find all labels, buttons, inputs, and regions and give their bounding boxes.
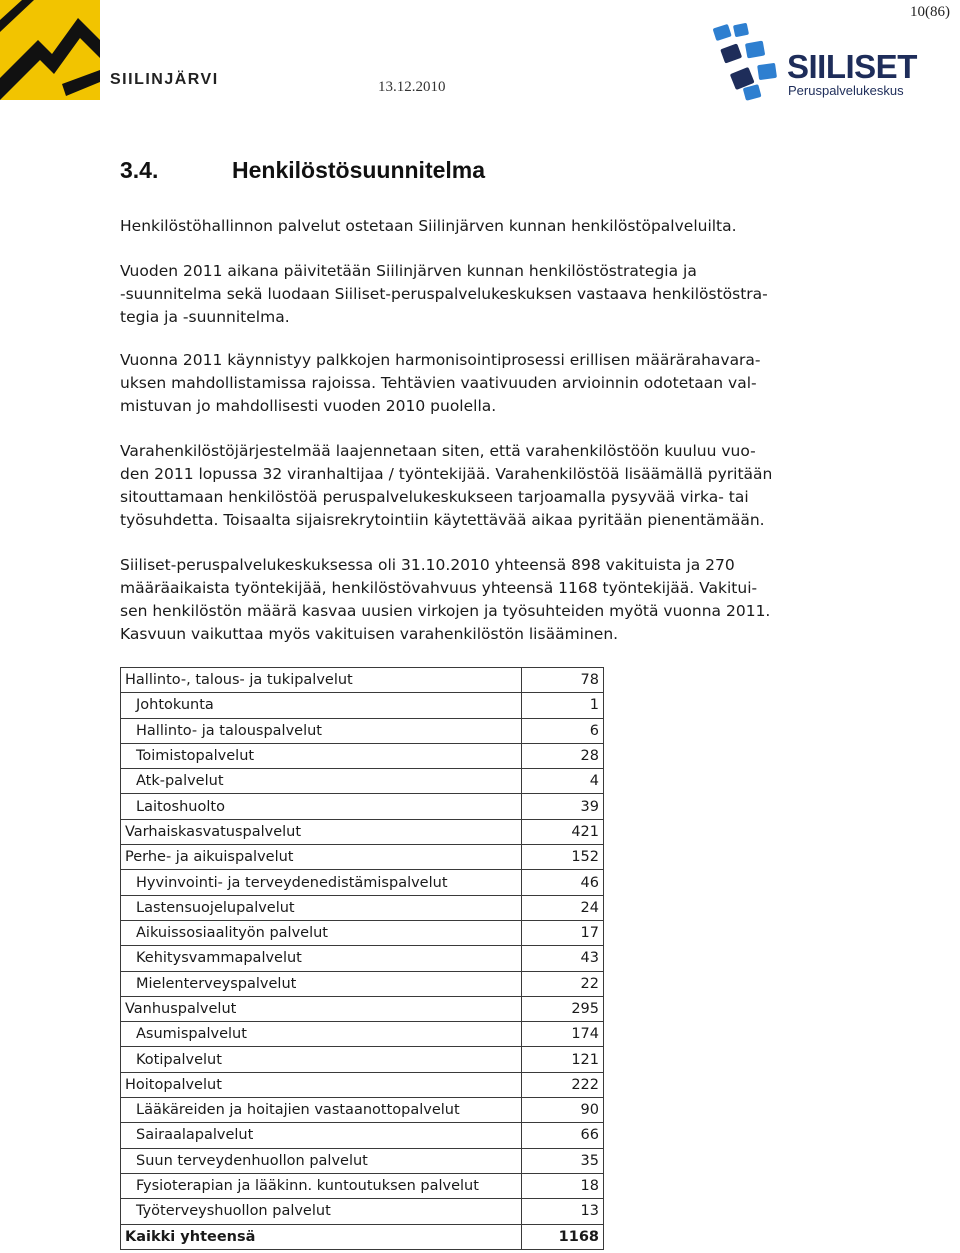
row-label: Fysioterapian ja lääkinn. kuntoutuksen palvelut [121, 1173, 522, 1198]
row-label: Kehitysvammapalvelut [121, 946, 522, 971]
row-label: Perhe- ja aikuispalvelut [121, 845, 522, 870]
row-label: Sairaalapalvelut [121, 1123, 522, 1148]
siiliset-brand-subtitle: Peruspalvelukeskus [788, 83, 904, 98]
row-label: Laitoshuolto [121, 794, 522, 819]
page-number: 10(86) [910, 4, 950, 20]
row-label: Suun terveydenhuollon palvelut [121, 1148, 522, 1173]
paragraph-line: Henkilöstöhallinnon palvelut ostetaan Siilinjärven kunnan henkilöstöpalveluilta. [120, 217, 737, 235]
row-label: Asumispalvelut [121, 1022, 522, 1047]
row-value: 90 [521, 1098, 603, 1123]
paragraph-line: den 2011 lopussa 32 viranhaltijaa / työntekijää. Varahenkilöstöä lisäämällä pyritään [120, 465, 773, 483]
row-label: Atk-palvelut [121, 769, 522, 794]
row-label: Lääkäreiden ja hoitajien vastaanottopalvelut [121, 1098, 522, 1123]
row-label: Aikuissosiaalityön palvelut [121, 920, 522, 945]
table-row [121, 1098, 604, 1123]
row-label: Johtokunta [121, 693, 522, 718]
row-value: 295 [521, 996, 603, 1021]
siilinjarvi-logo [0, 0, 100, 100]
row-label: Mielenterveyspalvelut [121, 971, 522, 996]
staff-table [120, 667, 604, 1250]
paragraph-line: Siiliset-peruspalvelukeskuksessa oli 31.10.2010 yhteensä 898 vakituista ja 270 [120, 556, 735, 574]
paragraph-line: uksen mahdollistamissa rajoissa. Tehtävien vaativuuden arvioinnin odotetaan val- [120, 374, 757, 392]
row-value: 121 [521, 1047, 603, 1072]
row-label: Työterveyshuollon palvelut [121, 1199, 522, 1224]
paragraph [120, 349, 900, 418]
siiliset-logo-icon [710, 20, 790, 102]
row-label: Kaikki yhteensä [121, 1224, 522, 1249]
row-value: 35 [521, 1148, 603, 1173]
table-row [121, 1047, 604, 1072]
row-label: Hallinto- ja talouspalvelut [121, 718, 522, 743]
table-row [121, 1173, 604, 1198]
row-value: 18 [521, 1173, 603, 1198]
paragraph-line: tegia ja -suunnitelma. [120, 308, 290, 326]
row-label: Vanhuspalvelut [121, 996, 522, 1021]
table-row [121, 693, 604, 718]
row-value: 13 [521, 1199, 603, 1224]
row-value: 421 [521, 819, 603, 844]
row-value: 222 [521, 1072, 603, 1097]
table-total-row [121, 1224, 604, 1249]
staff-table-body [121, 668, 604, 1250]
siiliset-brand-name: SIILISET [787, 48, 917, 85]
section-number: 3.4. [120, 157, 159, 183]
section-heading [120, 157, 485, 184]
table-row [121, 946, 604, 971]
paragraph-line: -suunnitelma sekä luodaan Siiliset-peruspalvelukeskuksen vastaava henkilöstöstra- [120, 285, 768, 303]
paragraph [120, 260, 900, 329]
row-label: Lastensuojelupalvelut [121, 895, 522, 920]
paragraph [120, 440, 900, 532]
table-row [121, 718, 604, 743]
row-value: 28 [521, 743, 603, 768]
paragraph-line: Varahenkilöstöjärjestelmää laajennetaan siten, että varahenkilöstöön kuuluu vuo- [120, 442, 756, 460]
row-value: 22 [521, 971, 603, 996]
table-row [121, 743, 604, 768]
row-value: 152 [521, 845, 603, 870]
row-value: 17 [521, 920, 603, 945]
table-row [121, 769, 604, 794]
table-group-row [121, 668, 604, 693]
table-group-row [121, 845, 604, 870]
table-row [121, 1022, 604, 1047]
paragraph-line: määräaikaista työntekijää, henkilöstövahvuus yhteensä 1168 työntekijää. Vakitui- [120, 579, 758, 597]
row-value: 174 [521, 1022, 603, 1047]
row-value: 78 [521, 668, 603, 693]
table-group-row [121, 996, 604, 1021]
row-value: 24 [521, 895, 603, 920]
row-label: Kotipalvelut [121, 1047, 522, 1072]
table-row [121, 794, 604, 819]
row-value: 4 [521, 769, 603, 794]
paragraph-line: mistuvan jo mahdollisesti vuoden 2010 puolella. [120, 397, 497, 415]
row-label: Varhaiskasvatuspalvelut [121, 819, 522, 844]
row-label: Hoitopalvelut [121, 1072, 522, 1097]
paragraph-line: sitouttamaan henkilöstöä peruspalvelukeskukseen tarjoamalla pysyvää virka- tai [120, 488, 749, 506]
table-row [121, 870, 604, 895]
paragraph-line: Vuoden 2011 aikana päivitetään Siilinjärven kunnan henkilöstöstrategia ja [120, 262, 697, 280]
table-row [121, 895, 604, 920]
table-row [121, 1148, 604, 1173]
paragraph-line: Kasvuun vaikuttaa myös vakituisen varahenkilöstön lisääminen. [120, 625, 619, 643]
table-row [121, 1123, 604, 1148]
row-label: Hyvinvointi- ja terveydenedistämispalvelut [121, 870, 522, 895]
row-value: 39 [521, 794, 603, 819]
row-value: 43 [521, 946, 603, 971]
paragraph [120, 215, 900, 238]
table-row [121, 920, 604, 945]
table-row [121, 1199, 604, 1224]
paragraph [120, 554, 900, 646]
row-value: 66 [521, 1123, 603, 1148]
paragraph-line: työsuhdetta. Toisaalta sijaisrekrytointiin käytettävää aikaa pyritään pienentämään. [120, 511, 765, 529]
row-value: 1168 [521, 1224, 603, 1249]
row-label: Hallinto-, talous- ja tukipalvelut [121, 668, 522, 693]
paragraph-line: sen henkilöstön määrä kasvaa uusien virkojen ja työsuhteiden myötä vuonna 2011. [120, 602, 771, 620]
paragraph-line: Vuonna 2011 käynnistyy palkkojen harmonisointiprosessi erillisen määrärahavara- [120, 351, 761, 369]
row-label: Toimistopalvelut [121, 743, 522, 768]
section-title: Henkilöstösuunnitelma [232, 157, 486, 183]
row-value: 6 [521, 718, 603, 743]
table-row [121, 971, 604, 996]
header-date: 13.12.2010 [378, 79, 446, 95]
siilinjarvi-brand-text: SIILINJÄRVI [110, 71, 219, 88]
table-group-row [121, 819, 604, 844]
row-value: 1 [521, 693, 603, 718]
table-group-row [121, 1072, 604, 1097]
row-value: 46 [521, 870, 603, 895]
